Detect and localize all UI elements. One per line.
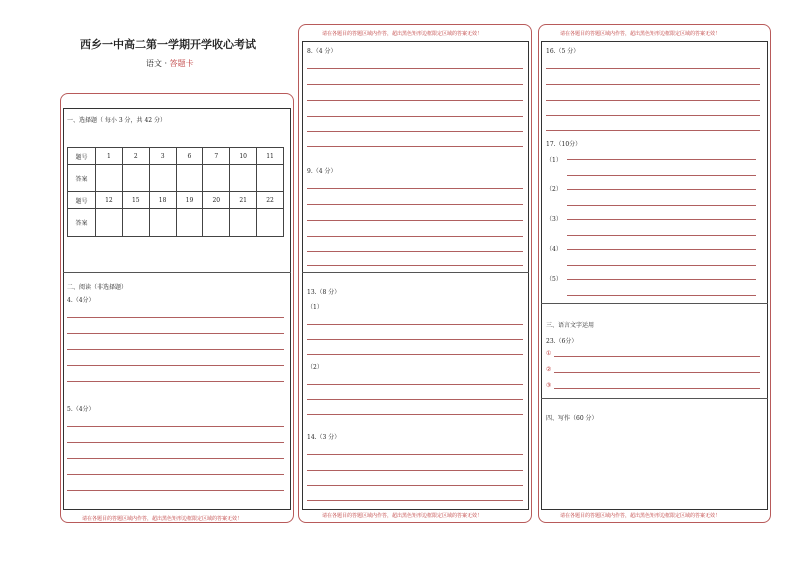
answer-cell[interactable] xyxy=(176,209,203,237)
answer-line[interactable] xyxy=(307,84,523,85)
answer-cell[interactable] xyxy=(149,165,176,192)
answer-cell[interactable] xyxy=(257,165,284,192)
question-number: 15 xyxy=(122,192,149,209)
question-number: 7 xyxy=(203,148,230,165)
answer-line[interactable] xyxy=(307,131,523,132)
answer-cell[interactable] xyxy=(203,165,230,192)
question-17-part-4: （4） xyxy=(546,246,562,253)
answer-line[interactable] xyxy=(67,333,284,334)
answer-line[interactable] xyxy=(307,399,523,400)
answer-cell[interactable] xyxy=(257,209,284,237)
question-number: 19 xyxy=(176,192,203,209)
answer-cell[interactable] xyxy=(122,209,149,237)
question-9-label: 9.（4 分） xyxy=(307,168,337,175)
answer-line[interactable] xyxy=(567,175,756,176)
question-16-label: 16.（5 分） xyxy=(546,48,580,55)
question-13-part-1: （1） xyxy=(307,304,323,311)
answer-line[interactable] xyxy=(307,485,523,486)
answer-cell[interactable] xyxy=(203,209,230,237)
question-23-label: 23.（6分） xyxy=(546,338,578,345)
section1-heading: 一、选择题（ 每小 3 分，共 42 分） xyxy=(67,117,166,124)
answer-line[interactable] xyxy=(554,372,760,373)
answer-line[interactable] xyxy=(67,349,284,350)
question-17-label: 17.（10分） xyxy=(546,141,582,148)
section3-heading: 三、语言文字运用 xyxy=(546,322,595,329)
answer-line[interactable] xyxy=(546,100,760,101)
question-13-label: 13.（8 分） xyxy=(307,289,341,296)
answer-cell[interactable] xyxy=(230,165,257,192)
answer-cell[interactable] xyxy=(176,165,203,192)
warning-text-col2-bottom: 请在各题目的答题区域内作答，超出黑色矩形边框限定区域的答案无效！ xyxy=(322,513,483,519)
answer-line[interactable] xyxy=(67,365,284,366)
answer-cell[interactable] xyxy=(122,165,149,192)
answer-line[interactable] xyxy=(67,458,284,459)
answer-line[interactable] xyxy=(307,204,523,205)
question-8-label: 8.（4 分） xyxy=(307,48,337,55)
section-divider xyxy=(541,398,768,399)
answer-cell[interactable] xyxy=(149,209,176,237)
answer-line[interactable] xyxy=(307,324,523,325)
answer-line[interactable] xyxy=(567,295,756,296)
answer-line[interactable] xyxy=(307,100,523,101)
question-number: 3 xyxy=(149,148,176,165)
section4-heading: 四、写作（60 分） xyxy=(546,415,598,422)
question-17-part-2: （2） xyxy=(546,186,562,193)
question-number: 12 xyxy=(96,192,123,209)
question-number: 1 xyxy=(96,148,123,165)
subject-label: 语文 · xyxy=(146,59,170,68)
answer-line[interactable] xyxy=(554,356,760,357)
question-17-part-5: （5） xyxy=(546,276,562,283)
answer-line[interactable] xyxy=(546,115,760,116)
answer-line[interactable] xyxy=(307,454,523,455)
answer-line[interactable] xyxy=(567,279,756,280)
writing-area[interactable] xyxy=(543,425,766,508)
question-23-mark-3: ③ xyxy=(546,382,552,389)
answer-line[interactable] xyxy=(307,500,523,501)
answer-line[interactable] xyxy=(67,317,284,318)
answer-line[interactable] xyxy=(307,146,523,147)
warning-text-col3-top: 请在各题目的答题区域内作答，超出黑色矩形边框限定区域的答案无效！ xyxy=(560,31,721,37)
answer-line[interactable] xyxy=(567,219,756,220)
question-number: 22 xyxy=(257,192,284,209)
question-number: 2 xyxy=(122,148,149,165)
answer-line[interactable] xyxy=(307,265,523,266)
answer-line[interactable] xyxy=(307,384,523,385)
table-header-answer: 答案 xyxy=(68,165,96,192)
answer-line[interactable] xyxy=(567,249,756,250)
question-5-label: 5.（4分） xyxy=(67,406,95,413)
table-header-number: 题号 xyxy=(68,192,96,209)
warning-text-col2-top: 请在各题目的答题区域内作答，超出黑色矩形边框限定区域的答案无效！ xyxy=(322,31,483,37)
answer-line[interactable] xyxy=(307,116,523,117)
question-13-part-2: （2） xyxy=(307,364,323,371)
section-divider xyxy=(302,272,529,273)
answer-line[interactable] xyxy=(307,339,523,340)
answer-line[interactable] xyxy=(554,388,760,389)
answer-line[interactable] xyxy=(307,68,523,69)
question-4-label: 4.（4分） xyxy=(67,297,95,304)
question-23-mark-2: ② xyxy=(546,366,552,373)
question-number: 11 xyxy=(257,148,284,165)
question-14-label: 14.（3 分） xyxy=(307,434,341,441)
answer-line[interactable] xyxy=(546,84,760,85)
answer-cell[interactable] xyxy=(96,209,123,237)
question-number: 18 xyxy=(149,192,176,209)
question-number: 21 xyxy=(230,192,257,209)
answer-cell[interactable] xyxy=(230,209,257,237)
section-divider xyxy=(541,303,768,304)
question-17-part-1: （1） xyxy=(546,157,562,164)
answer-line[interactable] xyxy=(567,205,756,206)
answer-cell[interactable] xyxy=(96,165,123,192)
answer-line[interactable] xyxy=(307,414,523,415)
question-17-part-3: （3） xyxy=(546,216,562,223)
answer-line[interactable] xyxy=(67,474,284,475)
answer-line[interactable] xyxy=(307,354,523,355)
answer-line[interactable] xyxy=(307,236,523,237)
answer-line[interactable] xyxy=(67,442,284,443)
section2-heading: 二、阅读（非选择题） xyxy=(67,284,128,291)
answer-line[interactable] xyxy=(546,68,760,69)
question-number: 20 xyxy=(203,192,230,209)
answer-line[interactable] xyxy=(307,251,523,252)
question-number: 10 xyxy=(230,148,257,165)
answer-line[interactable] xyxy=(567,189,756,190)
question-number: 6 xyxy=(176,148,203,165)
answer-card-label: 答题卡 xyxy=(169,59,194,68)
answer-line[interactable] xyxy=(546,130,760,131)
table-header-answer: 答案 xyxy=(68,209,96,237)
answer-line[interactable] xyxy=(567,235,756,236)
question-23-mark-1: ① xyxy=(546,350,552,357)
section-divider xyxy=(63,272,291,273)
answer-line[interactable] xyxy=(567,265,756,266)
answer-line[interactable] xyxy=(307,470,523,471)
table-header-number: 题号 xyxy=(68,148,96,165)
answer-line[interactable] xyxy=(67,426,284,427)
choice-answer-table xyxy=(67,147,284,237)
answer-line[interactable] xyxy=(67,381,284,382)
answer-line[interactable] xyxy=(567,159,756,160)
warning-text-col3-bottom: 请在各题目的答题区域内作答，超出黑色矩形边框限定区域的答案无效！ xyxy=(560,513,721,519)
exam-subtitle xyxy=(146,58,194,69)
answer-line[interactable] xyxy=(67,490,284,491)
answer-line[interactable] xyxy=(307,188,523,189)
answer-line[interactable] xyxy=(307,220,523,221)
exam-title: 西乡一中高二第一学期开学收心考试 xyxy=(80,38,256,51)
warning-text-col1: 请在各题目的答题区域内作答，超出黑色矩形边框限定区域的答案无效！ xyxy=(82,516,243,522)
